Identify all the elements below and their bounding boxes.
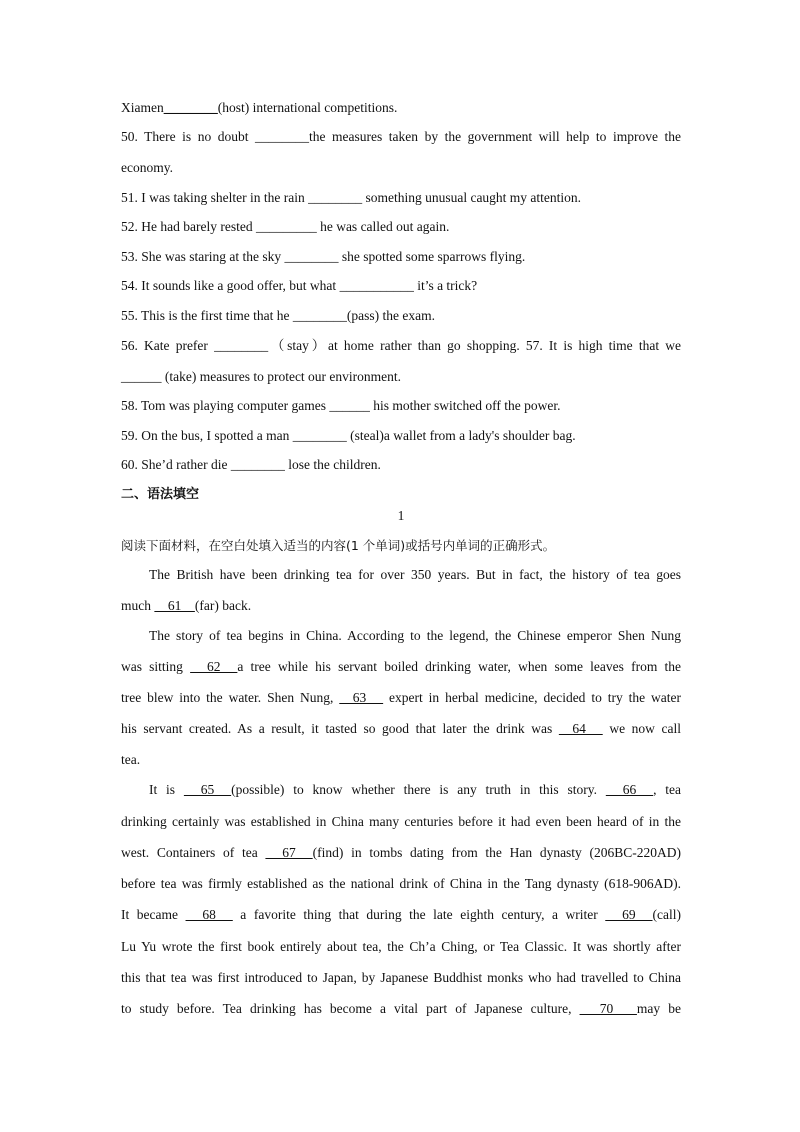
- question-59: [121, 428, 681, 444]
- text: (possible) to know whether there is any truth in this story.: [231, 782, 606, 797]
- paragraph-3-line-3: [121, 845, 681, 861]
- text: , tea: [653, 782, 681, 797]
- paragraph-1-line-1: The British have been drinking tea for over 350 years. But in fact, the history of tea goes: [149, 567, 681, 582]
- paragraph-3-line-1: [149, 782, 681, 798]
- text: may be: [636, 1001, 681, 1016]
- text: Kate prefer: [137, 338, 215, 353]
- text: (call): [652, 907, 681, 922]
- paragraph-3-line-5: [121, 907, 681, 923]
- text: She’d rather die: [137, 457, 231, 472]
- text: (find) in tombs dating from the Han dynasty (206BC-220AD): [312, 845, 682, 860]
- text: was sitting: [121, 659, 191, 674]
- text: (host) international competitions.: [217, 100, 398, 115]
- paragraph-3-line-8: [121, 1001, 681, 1017]
- text: He had barely rested: [137, 219, 256, 234]
- question-50-continuation: economy.: [121, 160, 173, 175]
- paragraph-2-line-5: tea.: [121, 752, 141, 767]
- answer-blank: ________: [163, 100, 218, 115]
- answer-blank: ________: [255, 129, 310, 144]
- answer-blank-63: 63: [339, 690, 384, 705]
- answer-blank: ________: [292, 308, 347, 323]
- text: On the bus, I spotted a man: [137, 428, 293, 443]
- question-52: [121, 219, 681, 235]
- answer-blank-70: 70: [579, 1001, 637, 1016]
- question-57-continuation: [121, 369, 681, 385]
- question-number: 59.: [121, 428, 138, 443]
- text: expert in herbal medicine, decided to try the water: [383, 690, 682, 705]
- passage-number: 1: [397, 508, 405, 523]
- text: It sounds like a good offer, but what: [137, 278, 340, 293]
- text: tree blew into the water. Shen Nung,: [121, 690, 340, 705]
- question-49-continuation: [121, 100, 681, 116]
- text: we now call: [602, 721, 681, 736]
- question-56: [121, 338, 681, 354]
- question-number: 53.: [121, 249, 138, 264]
- answer-blank: _________: [255, 219, 317, 234]
- answer-blank-66: 66: [605, 782, 654, 797]
- question-51: [121, 190, 681, 206]
- text: lose the children.: [284, 457, 381, 472]
- text: (steal)a wallet from a lady's shoulder bag.: [346, 428, 576, 443]
- text: much: [121, 598, 155, 613]
- question-number: 60.: [121, 457, 138, 472]
- answer-blank: ________: [308, 190, 363, 205]
- answer-blank: ___________: [339, 278, 414, 293]
- text: (pass) the exam.: [346, 308, 435, 323]
- text: she spotted some sparrows flying.: [338, 249, 526, 264]
- answer-blank: ______: [121, 369, 162, 384]
- text: he was called out again.: [316, 219, 450, 234]
- question-58: [121, 398, 681, 414]
- answer-blank-65: 65: [183, 782, 232, 797]
- text: She was staring at the sky: [137, 249, 285, 264]
- text: a tree while his servant boiled drinking water, when some leaves from the: [237, 659, 681, 674]
- answer-blank-67: 67: [265, 845, 313, 860]
- paragraph-3-line-2: drinking certainly was established in China many centuries before it had even been heard of in the: [121, 814, 681, 829]
- paragraph-3-line-6: Lu Yu wrote the first book entirely about tea, the Ch’a Ching, or Tea Classic. It was shortly after: [121, 939, 681, 954]
- question-60: [121, 457, 681, 473]
- instruction: 阅读下面材料，在空白处填入适当的内容(1 个单词)或括号内单词的正确形式。: [121, 538, 556, 553]
- text: This is the first time that he: [137, 308, 293, 323]
- question-number: 50.: [121, 129, 138, 144]
- text: It is: [149, 782, 184, 797]
- text: (take) measures to protect our environment.: [161, 369, 402, 384]
- text: Xiamen: [121, 100, 164, 115]
- paragraph-2-line-4: [121, 721, 681, 737]
- question-number: 56.: [121, 338, 138, 353]
- question-53: [121, 249, 681, 265]
- paragraph-3-line-4: before tea was firmly established as the national drink of China in the Tang dynasty (618-906AD).: [121, 876, 681, 891]
- answer-blank: ________: [230, 457, 285, 472]
- text: it’s a trick?: [413, 278, 478, 293]
- question-55: [121, 308, 681, 324]
- text: his mother switched off the power.: [369, 398, 561, 413]
- paragraph-1-line-2: [121, 598, 681, 614]
- text: Tom was playing computer games: [137, 398, 330, 413]
- question-number: 55.: [121, 308, 138, 323]
- question-50: [121, 129, 681, 145]
- question-number: 58.: [121, 398, 138, 413]
- text: (far) back.: [194, 598, 252, 613]
- paragraph-2-line-1: The story of tea begins in China. According to the legend, the Chinese emperor Shen Nung: [149, 628, 681, 643]
- text: （stay）at home rather than go shopping. 57. It is high time that we: [268, 338, 681, 353]
- answer-blank: ________: [292, 428, 347, 443]
- text: I was taking shelter in the rain: [137, 190, 309, 205]
- question-number: 54.: [121, 278, 138, 293]
- question-number: 51.: [121, 190, 138, 205]
- answer-blank-62: 62: [190, 659, 238, 674]
- text: to study before. Tea drinking has become a vital part of Japanese culture,: [121, 1001, 580, 1016]
- paragraph-2-line-2: [121, 659, 681, 675]
- answer-blank: ________: [214, 338, 269, 353]
- question-54: [121, 278, 681, 294]
- text: his servant created. As a result, it tasted so good that later the drink was: [121, 721, 559, 736]
- text: There is no doubt: [137, 129, 256, 144]
- answer-blank-64: 64: [558, 721, 603, 736]
- paragraph-2-line-3: [121, 690, 681, 706]
- answer-blank-61: 61: [154, 598, 195, 613]
- text: the measures taken by the government will help to improve the: [309, 129, 681, 144]
- text: a favorite thing that during the late eighth century, a writer: [232, 907, 606, 922]
- answer-blank-68: 68: [185, 907, 233, 922]
- question-number: 52.: [121, 219, 138, 234]
- answer-blank: ________: [284, 249, 339, 264]
- text: It became: [121, 907, 186, 922]
- text: west. Containers of tea: [121, 845, 266, 860]
- answer-blank-69: 69: [605, 907, 653, 922]
- answer-blank: ______: [329, 398, 370, 413]
- text: something unusual caught my attention.: [362, 190, 582, 205]
- section-heading: 二、语法填空: [121, 487, 200, 502]
- paragraph-3-line-7: this that tea was first introduced to Japan, by Japanese Buddhist monks who had travelled to China: [121, 970, 681, 985]
